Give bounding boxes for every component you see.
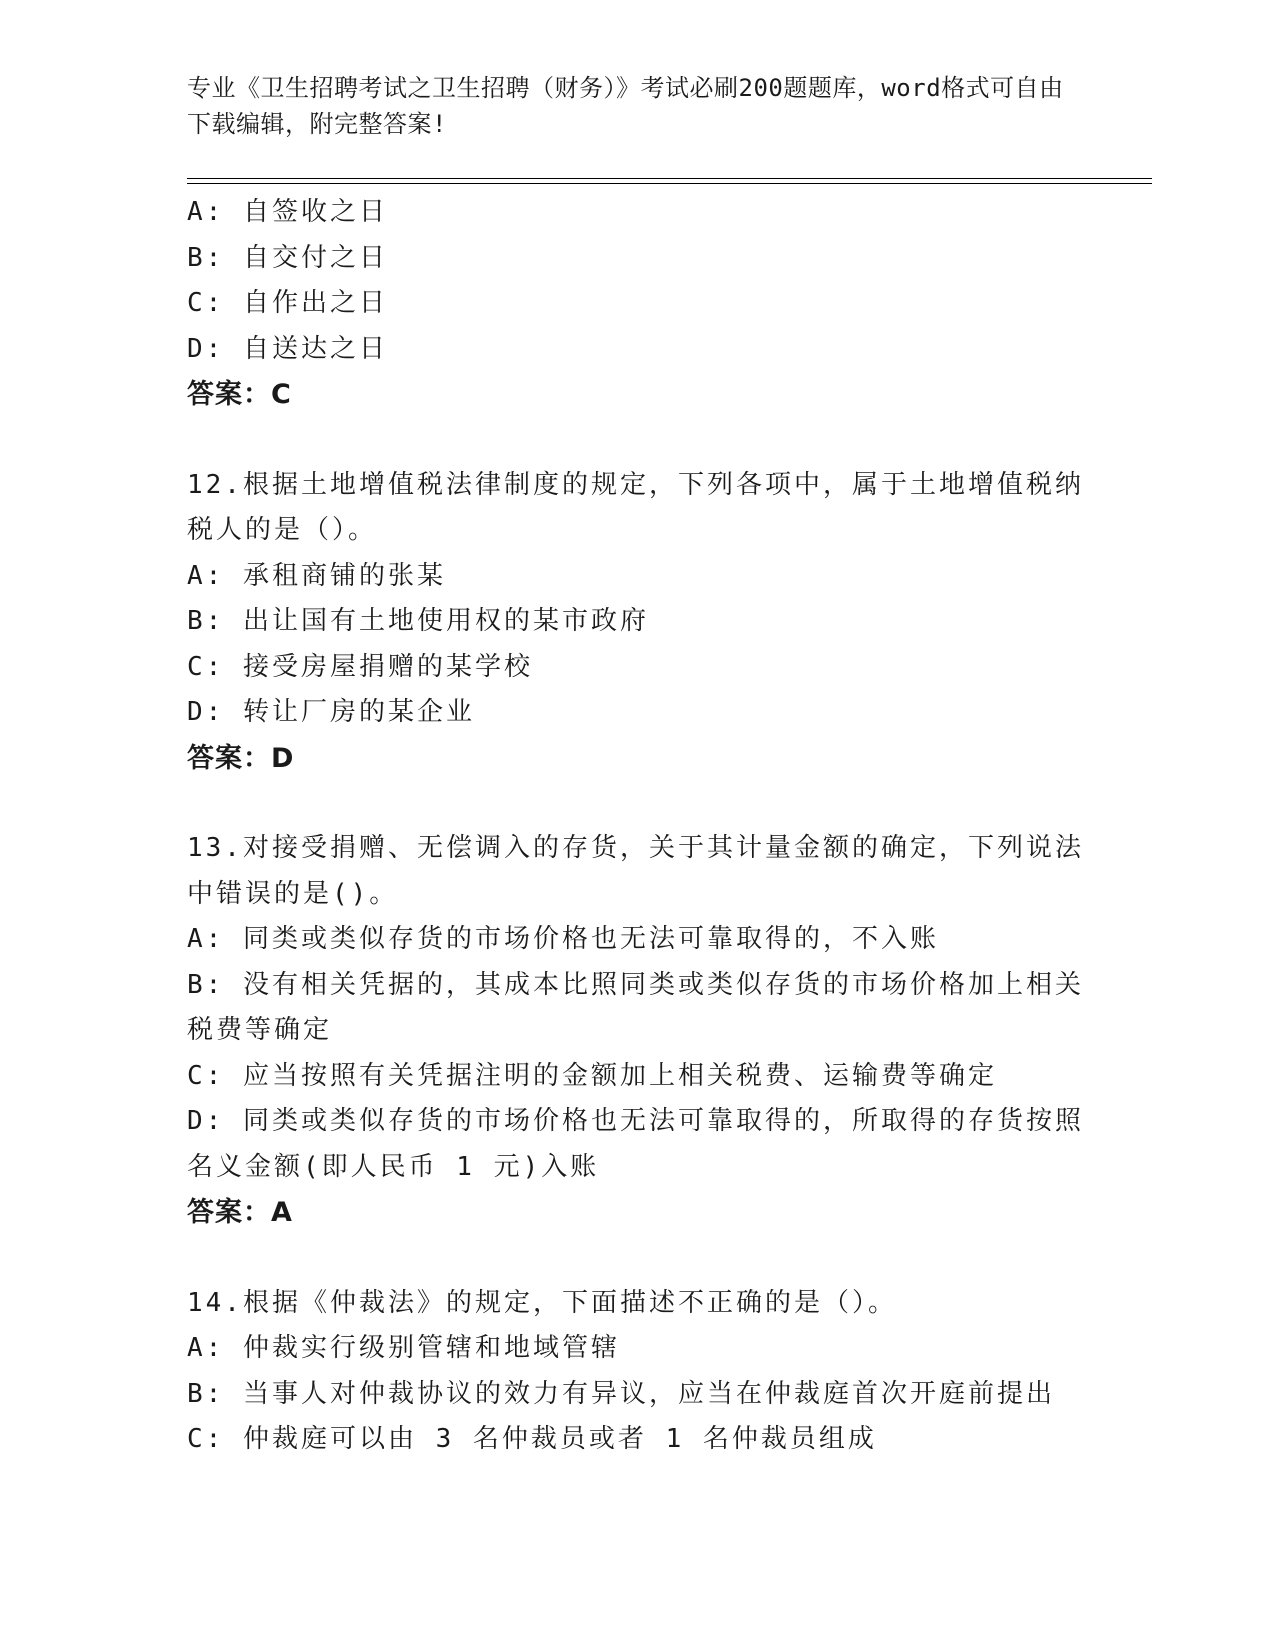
option-c: C: 自作出之日 — [187, 288, 388, 318]
option-c: C: 接受房屋捐赠的某学校 — [187, 651, 533, 682]
option-c: C: 应当按照有关凭据注明的金额加上相关税费、运输费等确定 — [187, 1060, 997, 1091]
option-d: D: 同类或类似存货的市场价格也无法可靠取得的，所取得的存货按照 — [187, 1106, 1084, 1136]
option-a: A: 同类或类似存货的市场价格也无法可靠取得的，不入账 — [187, 924, 939, 954]
option-a: A: 仲裁实行级别管辖和地域管辖 — [187, 1333, 620, 1363]
answer: 答案：C — [187, 379, 292, 410]
question-stem-cont: 税人的是（）。 — [187, 515, 378, 545]
question-stem: 14.根据《仲裁法》的规定，下面描述不正确的是（）。 — [187, 1287, 897, 1318]
question-stem: 13.对接受捐赠、无偿调入的存货，关于其计量金额的确定，下列说法 — [187, 833, 1084, 863]
option-a: A: 自签收之日 — [187, 197, 388, 227]
spacer — [187, 781, 1087, 826]
answer: 答案：D — [187, 742, 295, 774]
spacer — [187, 418, 1087, 463]
option-b: B: 出让国有土地使用权的某市政府 — [187, 606, 649, 636]
document-header: 专业《卫生招聘考试之卫生招聘（财务）》考试必刷200题题库，word格式可自由下载编辑，附完整答案! — [187, 74, 1064, 138]
document-body — [187, 190, 1087, 1463]
question-stem-cont: 中错误的是()。 — [187, 878, 399, 909]
spacer — [187, 1236, 1087, 1281]
question-13 — [187, 826, 1087, 1236]
question-stem: 12.根据土地增值税法律制度的规定，下列各项中，属于土地增值税纳 — [187, 469, 1084, 500]
option-b-cont: 税费等确定 — [187, 1015, 333, 1045]
answer: 答案：A — [187, 1197, 293, 1228]
option-a: A: 承租商铺的张某 — [187, 560, 446, 591]
question-12 — [187, 463, 1087, 782]
question-14 — [187, 1281, 1087, 1463]
option-d-cont: 名义金额(即人民币 1 元)入账 — [187, 1151, 600, 1182]
header-rule-top — [187, 178, 1152, 179]
option-d: D: 转让厂房的某企业 — [187, 697, 475, 727]
header-rule-bottom — [187, 183, 1152, 184]
option-b: B: 没有相关凭据的，其成本比照同类或类似存货的市场价格加上相关 — [187, 969, 1084, 1000]
option-d: D: 自送达之日 — [187, 333, 388, 364]
option-b: B: 自交付之日 — [187, 242, 388, 273]
question-11 — [187, 190, 1087, 418]
option-b: B: 当事人对仲裁协议的效力有异议，应当在仲裁庭首次开庭前提出 — [187, 1378, 1055, 1409]
option-c: C: 仲裁庭可以由 3 名仲裁员或者 1 名仲裁员组成 — [187, 1424, 877, 1454]
